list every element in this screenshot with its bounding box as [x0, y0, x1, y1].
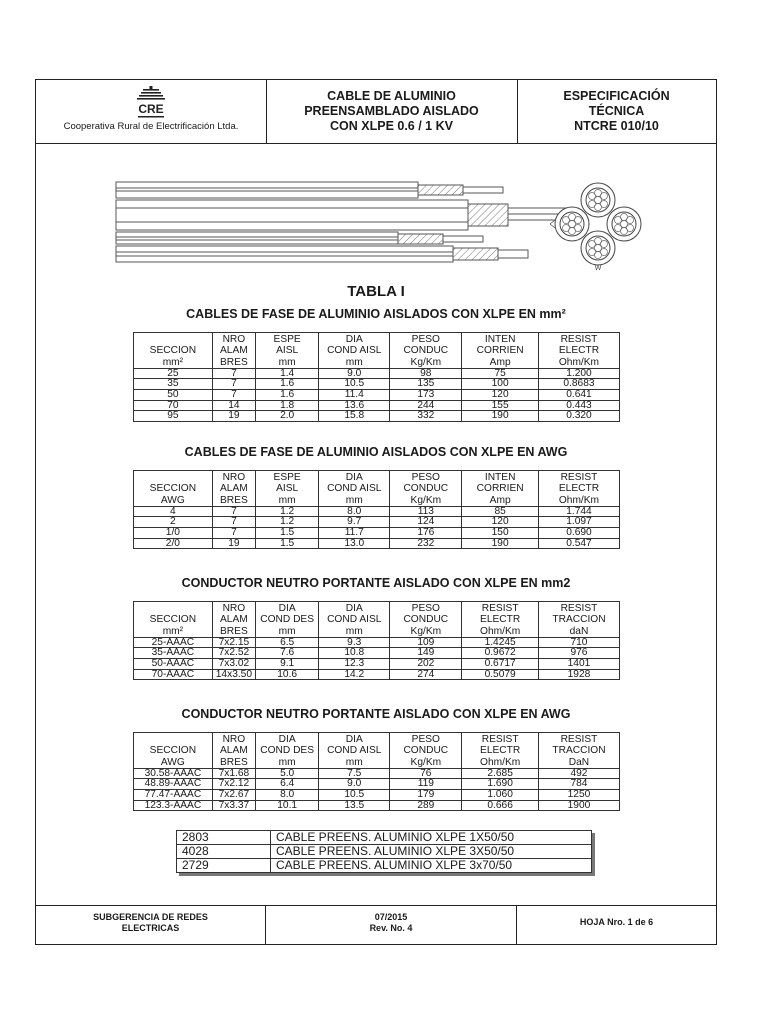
column-header — [390, 333, 462, 369]
table-cell: 202 — [390, 659, 462, 670]
document-frame — [35, 79, 717, 945]
table-cell: 0.443 — [538, 400, 619, 411]
column-header-line: RESIST — [560, 334, 598, 345]
column-header-line: SECCION — [149, 345, 197, 357]
table-row — [177, 859, 592, 873]
table-cell: 155 — [462, 400, 539, 411]
table-cell: 0.641 — [538, 390, 619, 401]
column-header-line: mm² — [162, 625, 184, 637]
table-cell: 1.5 — [256, 538, 319, 549]
table-cell: 8.0 — [319, 506, 390, 517]
revision-date: 07/2015 — [374, 912, 408, 922]
table-cell: 12.3 — [319, 659, 390, 670]
title-line: PREENSAMBLADO AISLADO — [304, 104, 479, 118]
table-cell: 14.2 — [319, 669, 390, 680]
column-header-line: Ohm/Km — [480, 756, 521, 768]
table-cell: 0.320 — [538, 411, 619, 422]
column-header — [256, 333, 319, 369]
column-header-line: BRES — [220, 356, 248, 368]
section-title: CONDUCTOR NEUTRO PORTANTE AISLADO CON XLPE EN mm2 — [181, 576, 571, 590]
table-cell: 179 — [390, 790, 462, 801]
table-row — [134, 368, 620, 379]
column-header-line: SECCION — [149, 483, 197, 495]
table-cell: 7x1.68 — [212, 768, 255, 779]
data-table — [133, 470, 620, 549]
table-header-row — [134, 733, 620, 769]
table-cell: 124 — [390, 517, 462, 528]
table-cell: 7 — [212, 517, 255, 528]
department-line: SUBGERENCIA DE REDES — [93, 912, 208, 922]
table-cell: 15.8 — [319, 411, 390, 422]
table-cell: 1.690 — [462, 779, 539, 790]
column-header-line: AWG — [160, 756, 185, 768]
column-header-line: NRO — [222, 334, 246, 345]
table-cell: 1.097 — [538, 517, 619, 528]
column-header-line: AWG — [160, 494, 185, 506]
table-cell: 25-AAAC — [134, 637, 213, 648]
table-cell: 13.0 — [319, 538, 390, 549]
table-cell: 1.060 — [462, 790, 539, 801]
column-header-line: TRACCION — [552, 614, 606, 626]
table-header-row — [134, 602, 620, 638]
column-header-line: RESIST — [481, 734, 519, 745]
table-cell: 123.3-AAAC — [134, 800, 213, 811]
data-table — [133, 332, 620, 422]
column-header — [319, 602, 390, 638]
data-table — [133, 732, 620, 811]
table-cell: 7x2.12 — [212, 779, 255, 790]
column-header — [390, 733, 462, 769]
table-cell: 7x3.37 — [212, 800, 255, 811]
column-header-line: AISL — [276, 345, 299, 357]
table-cell: 0.547 — [538, 538, 619, 549]
department-line: ELECTRICAS — [121, 923, 180, 933]
title-line: CABLE DE ALUMINIO — [327, 89, 456, 103]
table-cell: 7x2.52 — [212, 648, 255, 659]
column-header-line: mm — [345, 756, 363, 768]
table-cell: 0.9672 — [462, 648, 539, 659]
table-cell: 113 — [390, 506, 462, 517]
table-cell: 0.690 — [538, 528, 619, 539]
cre-logo — [129, 85, 173, 121]
column-header — [134, 602, 213, 638]
table-cell: 244 — [390, 400, 462, 411]
column-header-line: Ohm/Km — [558, 356, 600, 368]
column-header — [390, 602, 462, 638]
table-header-row — [134, 471, 620, 507]
table-cell: 492 — [538, 768, 619, 779]
column-header — [319, 733, 390, 769]
material-code: 2803 — [177, 831, 271, 845]
table-cell: 10.8 — [319, 648, 390, 659]
column-header-line: DIA — [278, 734, 296, 745]
cable-cross-section — [548, 176, 648, 272]
table-cell: 7 — [212, 390, 255, 401]
revision-number: Rev. No. 4 — [369, 923, 413, 933]
column-header-line: COND AISL — [327, 614, 382, 626]
column-header-line: ESPE — [273, 334, 301, 345]
table-cell: 1.200 — [538, 368, 619, 379]
table-cell: 10.1 — [256, 800, 319, 811]
column-header-line: COND AISL — [327, 745, 382, 757]
table-cell: 9.0 — [319, 368, 390, 379]
column-header-line: INTEN — [484, 334, 516, 345]
table-cell: 1.5 — [256, 528, 319, 539]
column-header-line: ALAM — [220, 614, 248, 626]
column-header — [134, 733, 213, 769]
table-cell: 232 — [390, 538, 462, 549]
table-cell: 0.8683 — [538, 379, 619, 390]
column-header — [212, 733, 255, 769]
table-cell: 13.5 — [319, 800, 390, 811]
title-line: CON XLPE 0.6 / 1 KV — [330, 119, 453, 133]
table-cell: 784 — [538, 779, 619, 790]
column-header-line: DIA — [345, 603, 363, 614]
table-row — [134, 517, 620, 528]
table-cell: 5.0 — [256, 768, 319, 779]
table-cell: 10.5 — [319, 379, 390, 390]
column-header-line: mm² — [162, 356, 184, 368]
table-cell: 150 — [462, 528, 539, 539]
column-header-line: PESO — [411, 472, 440, 483]
table-row — [134, 637, 620, 648]
table-cell: 9.3 — [319, 637, 390, 648]
column-header-line: mm — [278, 494, 296, 506]
table-row — [134, 768, 620, 779]
column-header-line: CORRIEN — [476, 483, 524, 495]
column-header — [462, 602, 539, 638]
table-cell: 0.666 — [462, 800, 539, 811]
table-cell: 76 — [390, 768, 462, 779]
table-cell: 70-AAAC — [134, 669, 213, 680]
table-row — [134, 400, 620, 411]
table-cell: 135 — [390, 379, 462, 390]
table-row — [134, 379, 620, 390]
table-cell: 9.7 — [319, 517, 390, 528]
table-cell: 85 — [462, 506, 539, 517]
column-header — [462, 471, 539, 507]
column-header-line: CORRIEN — [476, 345, 524, 357]
table-row — [134, 669, 620, 680]
table-caption: TABLA I — [347, 283, 405, 300]
table-row — [134, 800, 620, 811]
column-header-line: RESIST — [560, 472, 598, 483]
column-header-line: mm — [278, 625, 296, 637]
table-cell: 2/0 — [134, 538, 213, 549]
column-header-line: PESO — [411, 734, 440, 745]
column-header-line: ELECTR — [480, 614, 521, 626]
table-cell: 14x3.50 — [212, 669, 255, 680]
table-cell: 0.6717 — [462, 659, 539, 670]
table-cell: 95 — [134, 411, 213, 422]
column-header-line: Kg/Km — [410, 756, 442, 768]
company-cell — [36, 80, 267, 143]
column-header-line: mm — [345, 356, 363, 368]
column-header-line: SECCION — [149, 745, 197, 757]
revision-cell — [266, 906, 517, 944]
department-cell — [36, 906, 266, 944]
column-header-line: AISL — [276, 483, 299, 495]
column-header — [256, 733, 319, 769]
table-cell: 1/0 — [134, 528, 213, 539]
column-header — [212, 471, 255, 507]
table-cell: 10.6 — [256, 669, 319, 680]
table-row — [134, 659, 620, 670]
column-header — [462, 733, 539, 769]
section-title: CONDUCTOR NEUTRO PORTANTE AISLADO CON XLPE EN AWG — [181, 707, 571, 721]
column-header — [256, 602, 319, 638]
table-cell: 7 — [212, 528, 255, 539]
material-code: 4028 — [177, 845, 271, 859]
table-cell: 7 — [212, 506, 255, 517]
table-cell: 1250 — [538, 790, 619, 801]
table-cell: 77.47-AAAC — [134, 790, 213, 801]
column-header — [538, 733, 619, 769]
table-cell: 7x2.15 — [212, 637, 255, 648]
table-cell: 274 — [390, 669, 462, 680]
column-header-line: INTEN — [484, 472, 516, 483]
company-name: Cooperativa Rural de Electrificación Ltda. — [63, 121, 239, 132]
table-cell: 190 — [462, 411, 539, 422]
table-cell: 8.0 — [256, 790, 319, 801]
column-header-line: PESO — [411, 334, 440, 345]
column-header — [538, 602, 619, 638]
table-cell: 19 — [212, 538, 255, 549]
table-cell: 100 — [462, 379, 539, 390]
cable-drawing — [108, 178, 578, 278]
column-header-line: DIA — [345, 472, 363, 483]
column-header-line: CONDUC — [403, 345, 449, 357]
column-header-line: COND DES — [260, 745, 315, 757]
xsec-label: W — [594, 265, 602, 272]
column-header-line: RESIST — [560, 603, 598, 614]
column-header — [462, 333, 539, 369]
table-row — [134, 779, 620, 790]
table-cell: 1401 — [538, 659, 619, 670]
table-cell: 70 — [134, 400, 213, 411]
column-header-line: Amp — [489, 356, 511, 368]
table-cell: 1.6 — [256, 379, 319, 390]
table-cell: 1.6 — [256, 390, 319, 401]
table-row — [134, 648, 620, 659]
material-codes-table — [176, 830, 592, 873]
column-header-line: mm — [278, 356, 296, 368]
document-header — [36, 80, 716, 144]
table-cell: 120 — [462, 390, 539, 401]
column-header — [390, 471, 462, 507]
table-cell: 2 — [134, 517, 213, 528]
table-cell: 75 — [462, 368, 539, 379]
column-header-line: CONDUC — [403, 614, 449, 626]
table-cell: 25 — [134, 368, 213, 379]
column-header-line: ALAM — [220, 345, 248, 357]
table-row — [177, 831, 592, 845]
table-row — [134, 528, 620, 539]
column-header — [134, 471, 213, 507]
column-header — [256, 471, 319, 507]
column-header-line: SECCION — [149, 614, 197, 626]
column-header-line: CONDUC — [403, 745, 449, 757]
table-cell: 332 — [390, 411, 462, 422]
table-cell: 9.0 — [319, 779, 390, 790]
column-header-line: NRO — [222, 734, 246, 745]
column-header-line: mm — [278, 756, 296, 768]
column-header — [319, 471, 390, 507]
table-cell: 120 — [462, 517, 539, 528]
table-cell: 7x2.67 — [212, 790, 255, 801]
table-cell: 1900 — [538, 800, 619, 811]
spec-line: NTCRE 010/10 — [574, 119, 659, 133]
spec-line: ESPECIFICACIÓN — [563, 89, 670, 103]
column-header-line: daN — [569, 625, 589, 637]
table-cell: 19 — [212, 411, 255, 422]
table-cell: 35 — [134, 379, 213, 390]
column-header-line: Kg/Km — [410, 625, 442, 637]
spec-line: TÉCNICA — [588, 104, 645, 118]
table-cell: 1.2 — [256, 506, 319, 517]
table-cell: 173 — [390, 390, 462, 401]
table-cell: 11.7 — [319, 528, 390, 539]
table-cell: 7x3.02 — [212, 659, 255, 670]
table-cell: 1.4 — [256, 368, 319, 379]
spec-id — [517, 80, 716, 143]
document-title — [266, 80, 518, 143]
table-cell: 119 — [390, 779, 462, 790]
column-header-line: Ohm/Km — [558, 494, 600, 506]
column-header-line: BRES — [220, 494, 248, 506]
table-cell: 176 — [390, 528, 462, 539]
table-cell: 50 — [134, 390, 213, 401]
data-table — [133, 601, 620, 680]
column-header-line: COND AISL — [327, 345, 382, 357]
table-cell: 7 — [212, 379, 255, 390]
table-cell: 2.685 — [462, 768, 539, 779]
column-header-line: mm — [345, 625, 363, 637]
table-cell: 98 — [390, 368, 462, 379]
column-header-line: DIA — [278, 603, 296, 614]
table-cell: 30.58-AAAC — [134, 768, 213, 779]
table-cell: 7.6 — [256, 648, 319, 659]
column-header-line: mm — [345, 494, 363, 506]
section-title: CABLES DE FASE DE ALUMINIO AISLADOS CON XLPE EN AWG — [184, 445, 568, 459]
table-cell: 50-AAAC — [134, 659, 213, 670]
table-header-row — [134, 333, 620, 369]
material-description: CABLE PREENS. ALUMINIO XLPE 3x70/50 — [271, 859, 592, 873]
column-header-line: TRACCION — [552, 745, 606, 757]
table-cell: 10.5 — [319, 790, 390, 801]
column-header-line: DIA — [345, 734, 363, 745]
table-cell: 190 — [462, 538, 539, 549]
table-cell: 4 — [134, 506, 213, 517]
column-header-line: RESIST — [560, 734, 598, 745]
table-cell: 0.5079 — [462, 669, 539, 680]
column-header-line: RESIST — [481, 603, 519, 614]
column-header-line: ALAM — [220, 483, 248, 495]
section-title: CABLES DE FASE DE ALUMINIO AISLADOS CON XLPE EN mm² — [186, 307, 566, 321]
column-header-line: ELECTR — [558, 483, 600, 495]
column-header-line: ELECTR — [558, 345, 600, 357]
column-header-line: NRO — [222, 603, 246, 614]
table-cell: 35-AAAC — [134, 648, 213, 659]
column-header-line: COND AISL — [327, 483, 382, 495]
table-cell: 289 — [390, 800, 462, 811]
material-code: 2729 — [177, 859, 271, 873]
column-header-line: Amp — [489, 494, 511, 506]
table-cell: 1.2 — [256, 517, 319, 528]
document-footer — [36, 905, 716, 944]
column-header-line: NRO — [222, 472, 246, 483]
table-cell: 6.5 — [256, 637, 319, 648]
column-header-line: BRES — [220, 756, 248, 768]
svg-text:CRE: CRE — [138, 102, 164, 116]
column-header — [212, 602, 255, 638]
table-row — [134, 390, 620, 401]
column-header-line: DaN — [568, 756, 590, 768]
column-header — [319, 333, 390, 369]
table-cell: 149 — [390, 648, 462, 659]
table-cell: 7.5 — [319, 768, 390, 779]
column-header — [212, 333, 255, 369]
table-cell: 6.4 — [256, 779, 319, 790]
table-cell: 11.4 — [319, 390, 390, 401]
table-cell: 1928 — [538, 669, 619, 680]
table-row — [134, 538, 620, 549]
table-cell: 9.1 — [256, 659, 319, 670]
table-cell: 1.8 — [256, 400, 319, 411]
table-row — [134, 790, 620, 801]
page-number-cell — [517, 906, 716, 944]
material-description: CABLE PREENS. ALUMINIO XLPE 3X50/50 — [271, 845, 592, 859]
table-row — [134, 411, 620, 422]
column-header-line: DIA — [345, 334, 363, 345]
table-cell: 7 — [212, 368, 255, 379]
column-header-line: ESPE — [273, 472, 301, 483]
column-header-line: Ohm/Km — [480, 625, 521, 637]
column-header-line: Kg/Km — [410, 494, 442, 506]
table-cell: 1.744 — [538, 506, 619, 517]
column-header-line: ELECTR — [480, 745, 521, 757]
table-cell: 48.89-AAAC — [134, 779, 213, 790]
column-header — [134, 333, 213, 369]
column-header-line: PESO — [411, 603, 440, 614]
column-header-line: ALAM — [220, 745, 248, 757]
page-number: HOJA Nro. 1 de 6 — [579, 917, 654, 927]
column-header-line: CONDUC — [403, 483, 449, 495]
column-header-line: BRES — [220, 625, 248, 637]
material-description: CABLE PREENS. ALUMINIO XLPE 1X50/50 — [271, 831, 592, 845]
table-row — [177, 845, 592, 859]
column-header-line: COND DES — [260, 614, 315, 626]
column-header-line: Kg/Km — [410, 356, 442, 368]
table-cell: 109 — [390, 637, 462, 648]
table-cell: 710 — [538, 637, 619, 648]
column-header — [538, 333, 619, 369]
table-cell: 976 — [538, 648, 619, 659]
column-header — [538, 471, 619, 507]
table-cell: 14 — [212, 400, 255, 411]
table-cell: 1.4245 — [462, 637, 539, 648]
table-cell: 13.6 — [319, 400, 390, 411]
table-row — [134, 506, 620, 517]
table-cell: 2.0 — [256, 411, 319, 422]
